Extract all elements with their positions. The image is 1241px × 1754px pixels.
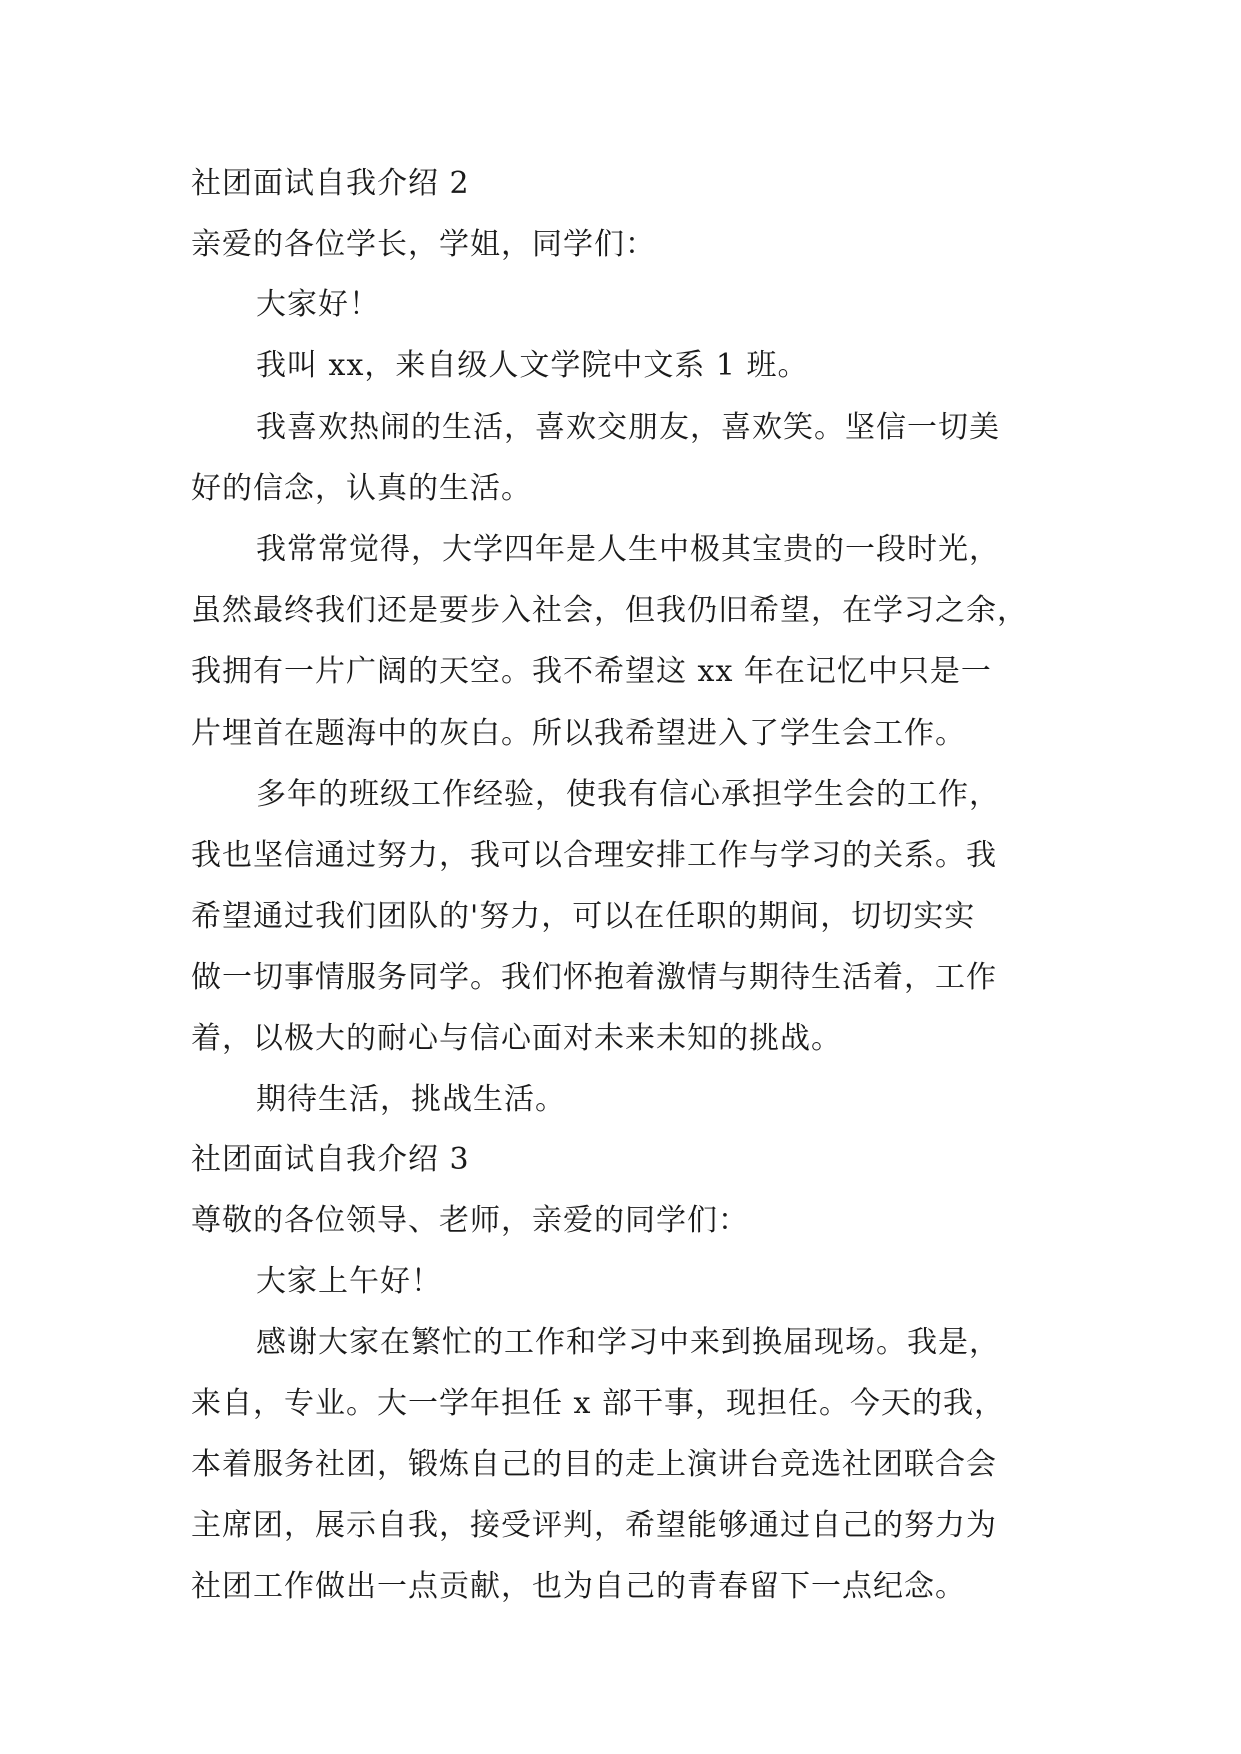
paragraph-line: 主席团，展示自我，接受评判，希望能够通过自己的努力为 (191, 1508, 997, 1543)
greeting: 大家好！ (256, 287, 380, 322)
paragraph-line: 我常常觉得，大学四年是人生中极其宝贵的一段时光， (256, 532, 1000, 567)
paragraph-line: 我拥有一片广阔的天空。我不希望这 xx 年在记忆中只是一 (191, 654, 992, 689)
paragraph-line: 社团工作做出一点贡献，也为自己的青春留下一点纪念。 (191, 1569, 966, 1604)
paragraph-line: 片埋首在题海中的灰白。所以我希望进入了学生会工作。 (191, 716, 966, 751)
paragraph-line: 感谢大家在繁忙的工作和学习中来到换届现场。我是， (256, 1325, 1000, 1360)
paragraph-line: 好的信念，认真的生活。 (191, 471, 532, 506)
paragraph-line: 本着服务社团，锻炼自己的目的走上演讲台竞选社团联合会 (191, 1447, 997, 1482)
paragraph-line: 虽然最终我们还是要步入社会，但我仍旧希望，在学习之余， (191, 593, 1028, 628)
paragraph-line: 我叫 xx，来自级人文学院中文系 1 班。 (256, 348, 809, 383)
greeting: 大家上午好！ (256, 1264, 442, 1299)
paragraph-line: 做一切事情服务同学。我们怀抱着激情与期待生活着，工作 (191, 960, 997, 995)
salutation: 亲爱的各位学长，学姐，同学们： (191, 227, 656, 262)
section-title: 社团面试自我介绍 3 (191, 1142, 470, 1177)
paragraph-line: 我喜欢热闹的生活，喜欢交朋友，喜欢笑。坚信一切美 (256, 410, 1000, 445)
paragraph-line: 来自，专业。大一学年担任 x 部干事，现担任。今天的我， (191, 1386, 1005, 1421)
paragraph-line: 多年的班级工作经验，使我有信心承担学生会的工作， (256, 777, 1000, 812)
salutation: 尊敬的各位领导、老师，亲爱的同学们： (191, 1203, 749, 1238)
paragraph-line: 希望通过我们团队的'努力，可以在任职的期间，切切实实 (191, 899, 976, 934)
section-title: 社团面试自我介绍 2 (191, 166, 470, 201)
paragraph-line: 我也坚信通过努力，我可以合理安排工作与学习的关系。我 (191, 838, 997, 873)
paragraph-line: 期待生活，挑战生活。 (256, 1082, 566, 1117)
paragraph-line: 着，以极大的耐心与信心面对未来未知的挑战。 (191, 1021, 842, 1056)
